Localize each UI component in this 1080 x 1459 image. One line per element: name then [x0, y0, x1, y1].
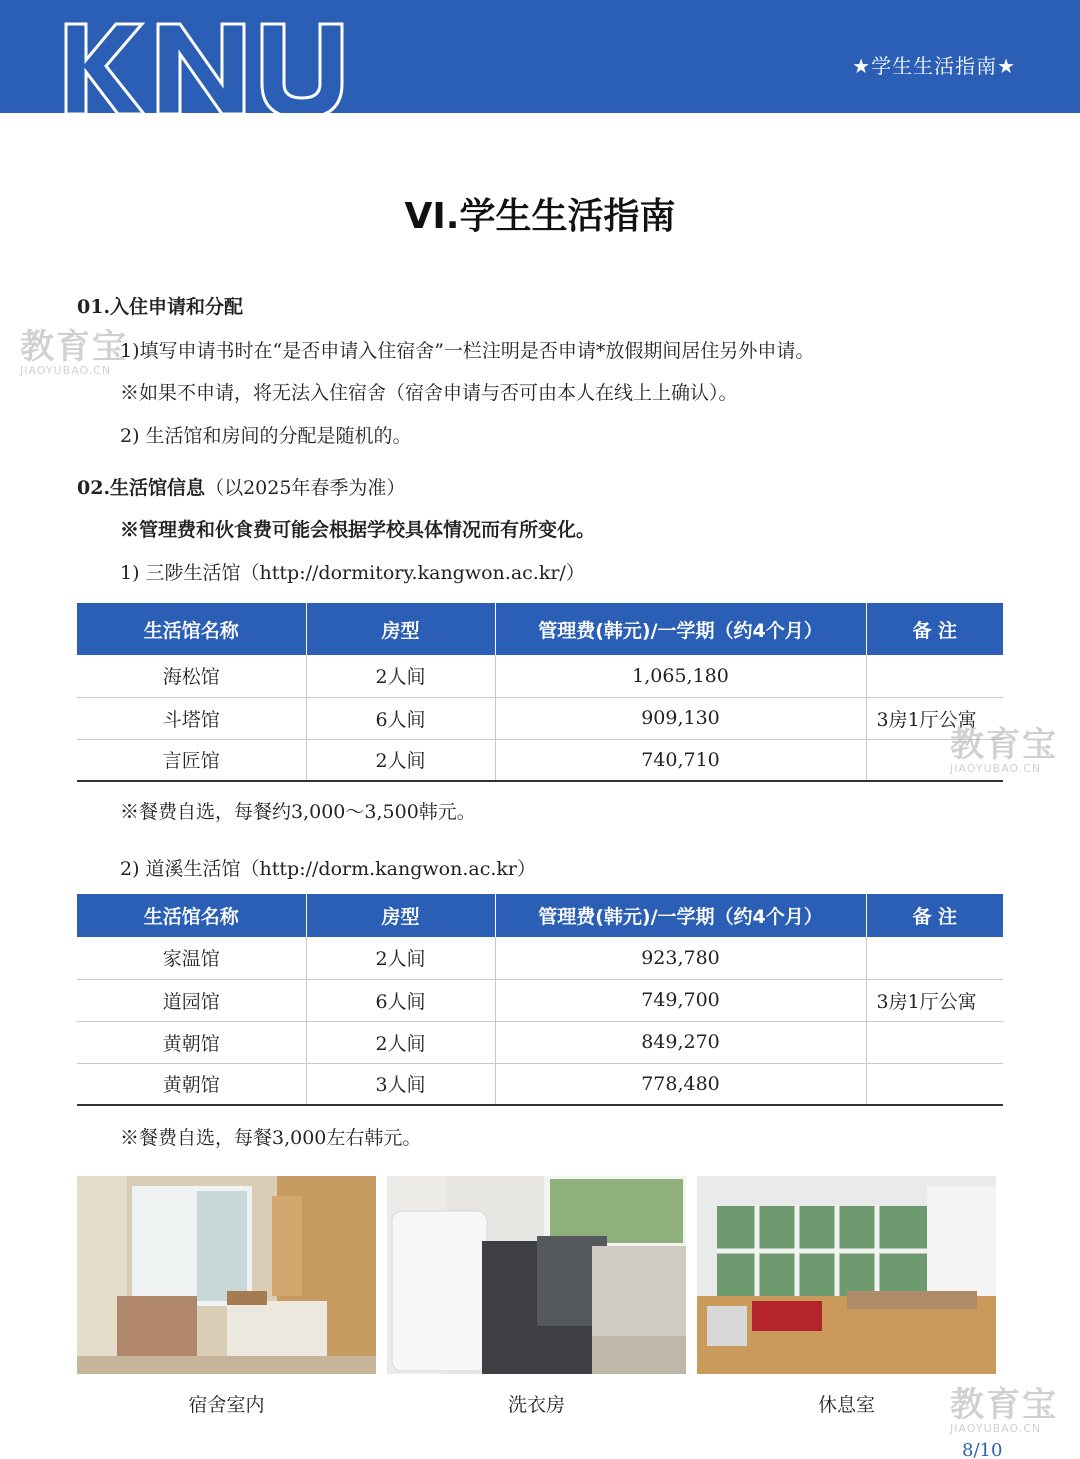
dorm2-fee-table — [77, 894, 1003, 1106]
dorm2-title: 2) 道溪生活馆（http://dorm.kangwon.ac.kr） — [120, 858, 536, 880]
photo-caption: 宿舍室内 — [188, 1394, 265, 1416]
remarks-cell: 3房1厅公寓 — [866, 697, 1003, 739]
fee-cell: 778,480 — [495, 1063, 866, 1105]
remarks-cell — [866, 655, 1003, 697]
dorm-name-cell: 斗塔馆 — [77, 697, 306, 739]
watermark-text: 教育宝 — [950, 1385, 1058, 1425]
remarks-cell — [866, 1021, 1003, 1063]
table-row — [77, 979, 1003, 1021]
lounge-photo — [697, 1176, 996, 1374]
fee-cell: 849,270 — [495, 1021, 866, 1063]
table-row — [77, 937, 1003, 979]
room-type-cell: 3人间 — [306, 1063, 495, 1105]
remarks-cell — [866, 937, 1003, 979]
header-dorm-name: 生活馆名称 — [77, 894, 306, 937]
dorm-info-heading: 02.生活馆信息 — [77, 477, 206, 499]
page-title: VI.学生生活指南 — [404, 196, 676, 237]
fee-cell: 749,700 — [495, 979, 866, 1021]
page-number: 8/10 — [962, 1440, 1003, 1459]
dorm-name-cell: 黄朝馆 — [77, 1021, 306, 1063]
dorm1-fee-table — [77, 603, 1003, 782]
header-remarks: 备 注 — [866, 894, 1003, 937]
watermark — [950, 725, 1058, 775]
table-row — [77, 739, 1003, 781]
dorm-info-heading-suffix: （以2025年春季为准） — [205, 477, 406, 499]
room-type-cell: 2人间 — [306, 655, 495, 697]
table-row — [77, 1063, 1003, 1105]
room-type-cell: 2人间 — [306, 937, 495, 979]
watermark — [950, 1385, 1058, 1435]
photo-caption: 洗衣房 — [507, 1394, 565, 1416]
table-header-row — [77, 603, 1003, 655]
watermark-sub: JIAOYUBAO.CN — [950, 1422, 1042, 1435]
dorm-name-cell: 海松馆 — [77, 655, 306, 697]
header-tag: ★学生生活指南★ — [852, 54, 1016, 78]
dorm-name-cell: 言匠馆 — [77, 739, 306, 781]
fee-cell: 740,710 — [495, 739, 866, 781]
room-type-cell: 2人间 — [306, 739, 495, 781]
watermark-text: 教育宝 — [20, 327, 128, 367]
checkin-item-2: 2) 生活馆和房间的分配是随机的。 — [120, 425, 412, 447]
fee-cell: 1,065,180 — [495, 655, 866, 697]
watermark-sub: JIAOYUBAO.CN — [20, 364, 112, 377]
photo-caption: 休息室 — [817, 1394, 875, 1416]
header-fee: 管理费(韩元)/一学期（约4个月） — [495, 894, 866, 937]
table-row — [77, 655, 1003, 697]
remarks-cell: 3房1厅公寓 — [866, 979, 1003, 1021]
page-header — [0, 0, 1080, 113]
room-type-cell: 6人间 — [306, 979, 495, 1021]
section-heading-dorm-info — [77, 473, 405, 500]
room-type-cell: 2人间 — [306, 1021, 495, 1063]
room-type-cell: 6人间 — [306, 697, 495, 739]
checkin-note: ※如果不申请，将无法入住宿舍（宿舍申请与否可由本人在线上上确认）。 — [120, 382, 738, 404]
watermark-text: 教育宝 — [950, 725, 1058, 765]
fee-cell: 923,780 — [495, 937, 866, 979]
header-dorm-name: 生活馆名称 — [77, 603, 306, 655]
checkin-item-1: 1)填写申请书时在“是否申请入住宿舍”一栏注明是否申请*放假期间居住另外申请。 — [120, 340, 815, 362]
remarks-cell — [866, 1063, 1003, 1105]
watermark — [20, 327, 128, 377]
dorm1-title: 1) 三陟生活馆（http://dormitory.kangwon.ac.kr/） — [120, 562, 585, 584]
fee-notice: ※管理费和伙食费可能会根据学校具体情况而有所变化。 — [120, 519, 596, 541]
header-room-type: 房型 — [306, 894, 495, 937]
header-remarks: 备 注 — [866, 603, 1003, 655]
watermark-sub: JIAOYUBAO.CN — [950, 762, 1042, 775]
table-row — [77, 697, 1003, 739]
section-heading-checkin: 01.入住申请和分配 — [77, 296, 244, 318]
fee-cell: 909,130 — [495, 697, 866, 739]
dorm-room-photo — [77, 1176, 376, 1374]
dorm-name-cell: 道园馆 — [77, 979, 306, 1021]
dorm2-meal-note: ※餐费自选，每餐3,000左右韩元。 — [120, 1127, 422, 1149]
header-fee: 管理费(韩元)/一学期（约4个月） — [495, 603, 866, 655]
header-room-type: 房型 — [306, 603, 495, 655]
dorm-name-cell: 家温馆 — [77, 937, 306, 979]
dorm1-meal-note: ※餐费自选，每餐约3,000～3,500韩元。 — [120, 801, 476, 823]
table-row — [77, 1021, 1003, 1063]
laundry-room-photo — [387, 1176, 686, 1374]
table-header-row — [77, 894, 1003, 937]
dorm-name-cell: 黄朝馆 — [77, 1063, 306, 1105]
knu-logo — [62, 18, 392, 118]
